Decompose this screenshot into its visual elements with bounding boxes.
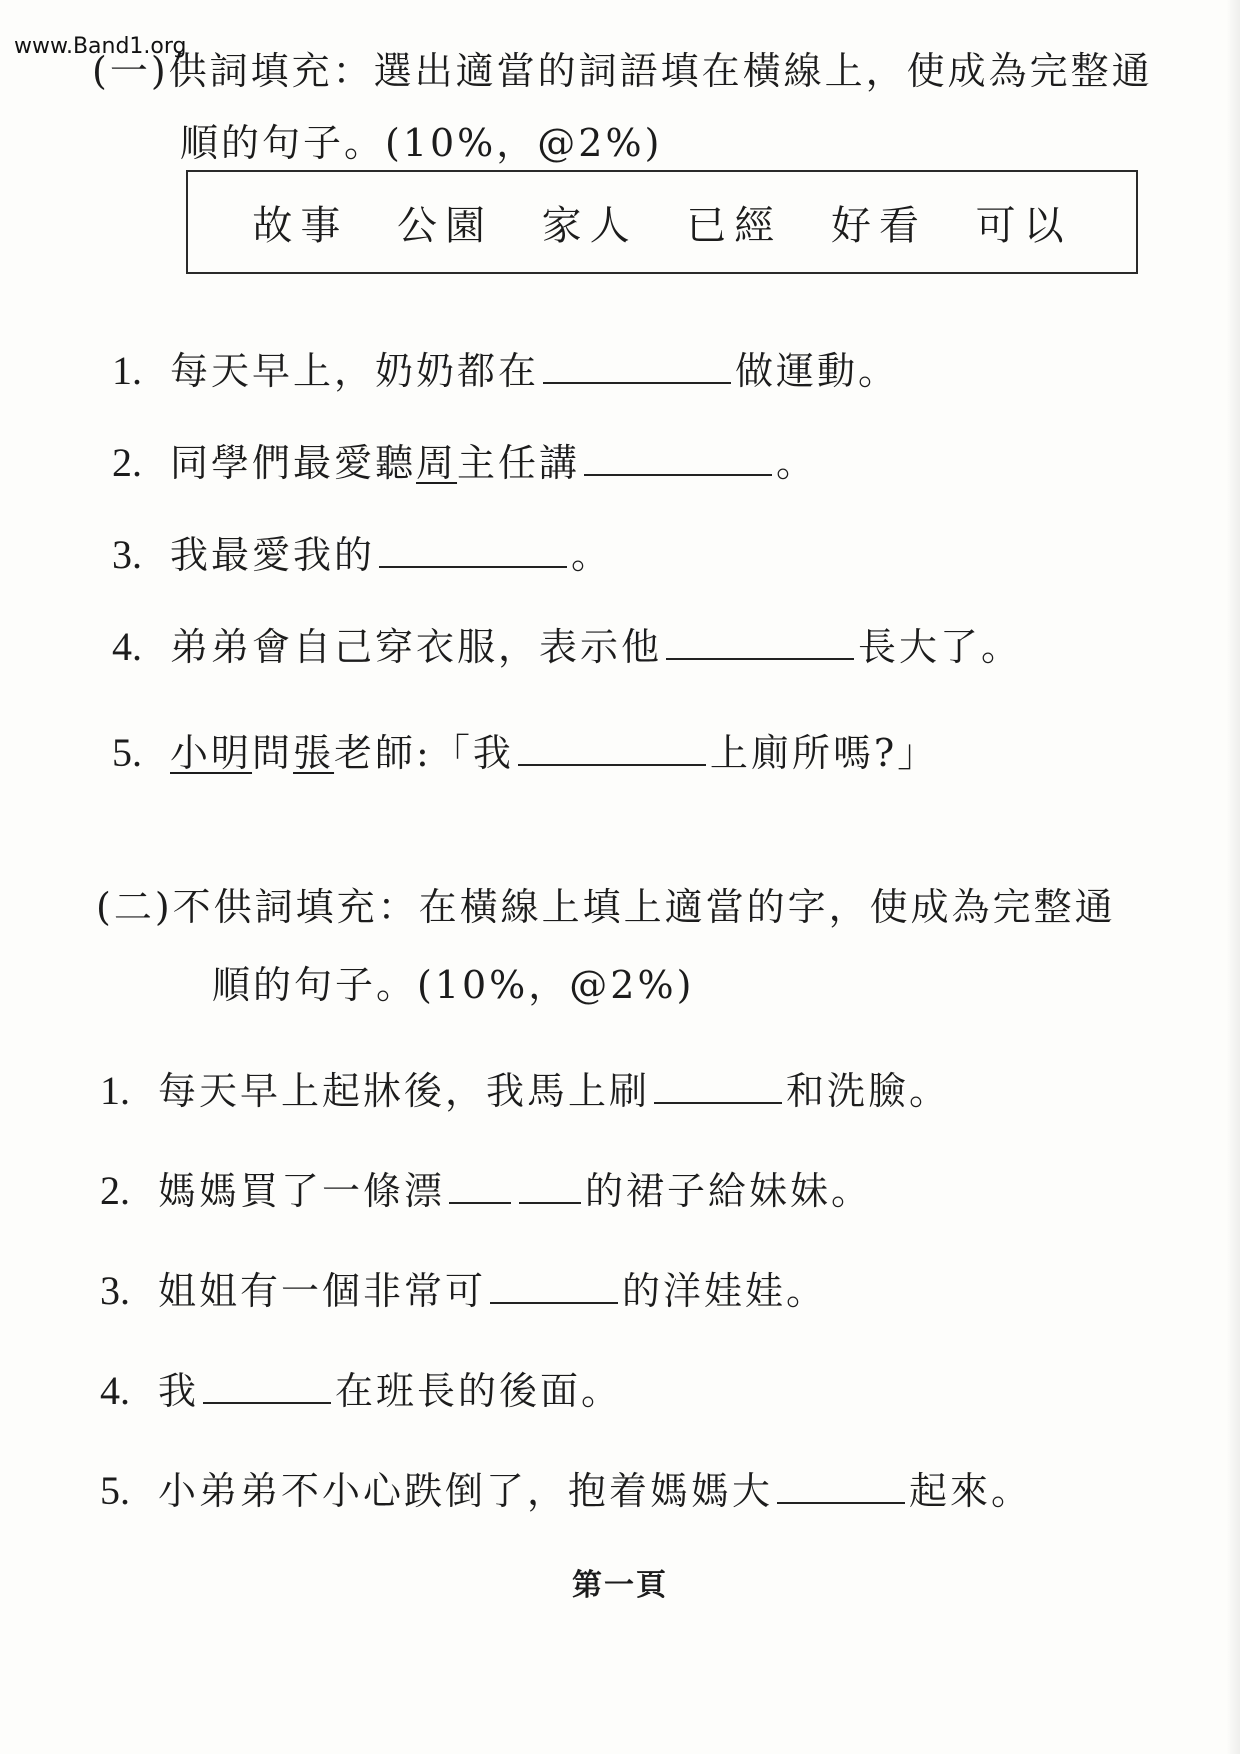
word-bank-item: 好看: [830, 202, 927, 249]
answer-blank[interactable]: [203, 1372, 331, 1404]
answer-blank[interactable]: [543, 352, 731, 384]
question-text: 每天早上起牀後，我馬上刷: [158, 1069, 651, 1113]
question-text: 上廁所嗎?」: [709, 731, 939, 775]
word-bank-item: 故事: [252, 202, 349, 249]
s2-question-1: [100, 1060, 950, 1115]
question-number: 3.: [100, 1268, 130, 1313]
question-text: 。: [571, 533, 613, 577]
question-text: 的洋娃娃。: [622, 1269, 828, 1313]
proper-noun-underlined: 周: [416, 441, 458, 485]
section1-subline: 順的句子。(10%，@2%): [180, 121, 663, 165]
question-text: 每天早上，奶奶都在: [170, 349, 540, 393]
answer-blank[interactable]: [518, 734, 706, 766]
question-text: 起來。: [909, 1469, 1033, 1513]
question-text: 老師:「我: [334, 731, 514, 775]
question-text: 。: [776, 441, 818, 485]
section2-subline: 順的句子。(10%，@2%): [212, 963, 695, 1007]
answer-blank[interactable]: [379, 536, 567, 568]
s2-question-5: [100, 1460, 1032, 1515]
question-number: 3.: [112, 532, 142, 577]
question-number: 4.: [112, 624, 142, 669]
question-number: 4.: [100, 1368, 130, 1413]
s1-question-2: [112, 432, 817, 487]
s1-question-4: [112, 616, 1022, 671]
question-text: 媽媽買了一條漂: [158, 1169, 446, 1213]
s1-question-1: [112, 340, 899, 395]
word-bank-item: 已經: [686, 202, 783, 249]
question-text: 弟弟會自己穿衣服，表示他: [170, 625, 663, 669]
proper-noun-underlined: 張: [293, 731, 335, 775]
s2-question-2: [100, 1160, 872, 1215]
question-number: 1.: [112, 348, 142, 393]
question-number: 5.: [100, 1468, 130, 1513]
question-text: 我: [158, 1369, 200, 1413]
s1-question-5: [112, 722, 938, 777]
question-text: 問: [252, 731, 294, 775]
answer-blank-part-1[interactable]: [449, 1172, 511, 1204]
word-bank-item: 可以: [975, 202, 1072, 249]
answer-blank[interactable]: [584, 444, 772, 476]
proper-noun-underlined: 小明: [170, 731, 253, 775]
s2-question-3: [100, 1260, 827, 1315]
section1-heading: (一)供詞填充：選出適當的詞語填在橫線上，使成為完整通: [92, 49, 1153, 93]
question-text: 小弟弟不小心跌倒了，抱着媽媽大: [158, 1469, 774, 1513]
answer-blank[interactable]: [654, 1072, 782, 1104]
answer-blank[interactable]: [777, 1472, 905, 1504]
question-number: 2.: [100, 1168, 130, 1213]
question-text: 我最愛我的: [170, 533, 376, 577]
question-text: 做運動。: [735, 349, 900, 393]
question-text: 主任講: [457, 441, 581, 485]
answer-blank-part-2[interactable]: [519, 1172, 581, 1204]
question-number: 5.: [112, 730, 142, 775]
question-text: 和洗臉。: [786, 1069, 951, 1113]
question-number: 2.: [112, 440, 142, 485]
section2-heading: (二)不供詞填充：在橫線上填上適當的字，使成為完整通: [96, 885, 1116, 929]
answer-blank[interactable]: [490, 1272, 618, 1304]
word-bank-item: 公園: [396, 202, 493, 249]
word-bank-box: [186, 170, 1138, 274]
question-text: 同學們最愛聽: [170, 441, 417, 485]
question-text: 長大了。: [858, 625, 1023, 669]
s2-question-4: [100, 1360, 622, 1415]
question-text: 在班長的後面。: [335, 1369, 623, 1413]
question-text: 姐姐有一個非常可: [158, 1269, 487, 1313]
question-number: 1.: [100, 1068, 130, 1113]
answer-blank[interactable]: [666, 628, 854, 660]
question-text: 的裙子給妹妹。: [585, 1169, 873, 1213]
scan-shadow-edge: [1226, 0, 1240, 1754]
s1-question-3: [112, 524, 612, 579]
page-number: 第一頁: [572, 1568, 668, 1603]
word-bank-item: 家人: [541, 202, 638, 249]
watermark: www.Band1.org: [14, 34, 187, 59]
